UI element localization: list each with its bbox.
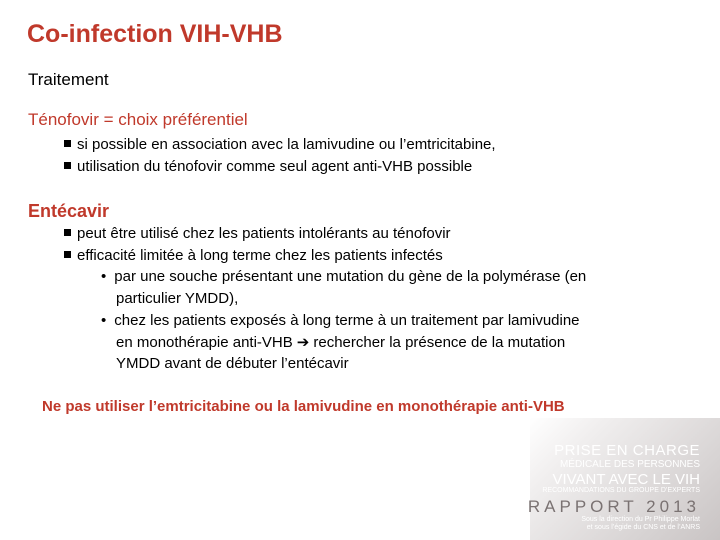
dot-bullet-icon: • xyxy=(101,312,107,329)
sub-bullet-text: par une souche présentant une mutation du gène de la polymérase (en xyxy=(114,268,587,285)
square-bullet-icon xyxy=(64,140,71,147)
sub-bullet-text: chez les patients exposés à long terme à un traitement par lamivudine xyxy=(114,312,580,329)
sub-bullet-item xyxy=(101,268,586,285)
conclusion-text: Ne pas utiliser l’emtricitabine ou la lamivudine en monothérapie anti-VHB xyxy=(42,398,565,415)
sub-bullet-text: rechercher la présence de la mutation xyxy=(313,334,566,351)
sub-bullet-item xyxy=(101,312,580,329)
sub-bullet-continuation: YMDD avant de débuter l’entécavir xyxy=(116,355,349,372)
branding-line: et sous l’égide du CNS et de l’ANRS xyxy=(586,524,700,531)
bullet-text: utilisation du ténofovir comme seul agent anti-VHB possible xyxy=(77,158,473,175)
bullet-item xyxy=(64,225,451,242)
section-tenofovir-heading: Ténofovir = choix préférentiel xyxy=(28,110,248,129)
bullet-text: peut être utilisé chez les patients intolérants au ténofovir xyxy=(77,225,451,242)
section-entecavir-heading: Entécavir xyxy=(28,201,110,221)
slide-subtitle: Traitement xyxy=(28,70,109,89)
slide-title: Co-infection VIH-VHB xyxy=(27,20,283,48)
bullet-text: si possible en association avec la lamivudine ou l’emtricitabine, xyxy=(77,136,496,153)
bullet-text: efficacité limitée à long terme chez les patients infectés xyxy=(77,247,443,264)
bullet-item xyxy=(64,247,443,264)
branding-line: Sous la direction du Pr Philippe Morlat xyxy=(581,516,700,523)
sub-bullet-continuation: particulier YMDD), xyxy=(116,290,239,307)
sub-bullet-text: en monothérapie anti-VHB xyxy=(116,334,293,351)
branding-line: PRISE EN CHARGE xyxy=(554,442,700,459)
arrow-right-icon: ➔ xyxy=(296,334,310,351)
square-bullet-icon xyxy=(64,251,71,258)
branding-report-year: RAPPORT 2013 xyxy=(527,497,700,516)
square-bullet-icon xyxy=(64,229,71,236)
bullet-item xyxy=(64,158,472,175)
dot-bullet-icon: • xyxy=(101,268,107,285)
branding-line: MÉDICALE DES PERSONNES xyxy=(559,459,700,470)
report-branding xyxy=(527,418,720,540)
bullet-item xyxy=(64,136,496,153)
square-bullet-icon xyxy=(64,162,71,169)
branding-line: VIVANT AVEC LE VIH xyxy=(552,471,700,488)
branding-line: RECOMMANDATIONS DU GROUPE D’EXPERTS xyxy=(542,487,700,494)
sub-bullet-continuation xyxy=(116,333,565,351)
